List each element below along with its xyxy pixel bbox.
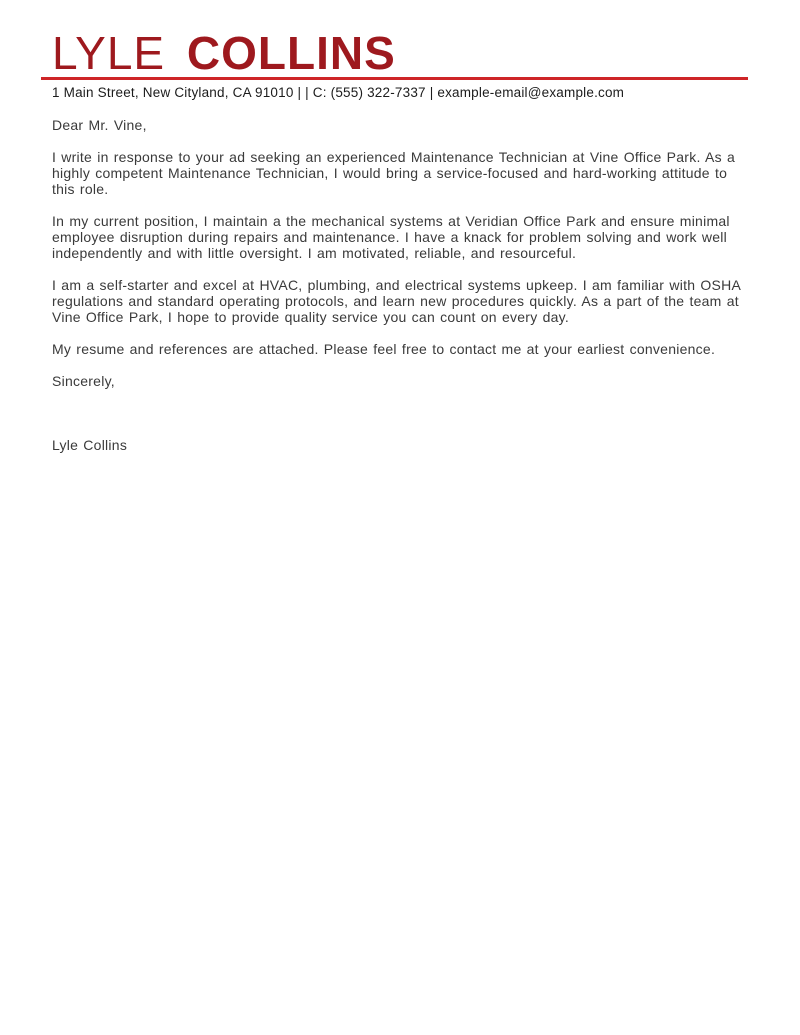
paragraph-4: My resume and references are attached. Please feel free to contact me at your earliest convenience.: [52, 341, 716, 357]
last-name: COLLINS: [186, 27, 396, 79]
paragraph-2: In my current position, I maintain a the mechanical systems at Veridian Office Park and ensure minimal employee disruption during repairs and maintenance. I have a knack for problem solving and work well independently and with little oversight. I am motivated, reliable, and resourceful.: [52, 213, 730, 261]
letterhead: [52, 27, 748, 100]
page-title: [52, 27, 748, 79]
paragraph-3: I am a self-starter and excel at HVAC, plumbing, and electrical systems upkeep. I am familiar with OSHA regulations and standard operating protocols, and learn new procedures quickly. As a part of the team at Vine Office Park, I hope to provide quality service you can count on every day.: [52, 277, 741, 325]
first-name: LYLE: [52, 27, 166, 79]
contact-line: 1 Main Street, New Cityland, CA 91010 | | C: (555) 322-7337 | example-email@example.com: [52, 85, 625, 100]
letter-body: [52, 117, 752, 453]
paragraph-1: I write in response to your ad seeking an experienced Maintenance Technician at Vine Office Park. As a highly competent Maintenance Technician, I would bring a service-focused and hard-working attitude to this role.: [52, 149, 735, 197]
signature: Lyle Collins: [52, 437, 128, 453]
closing: Sincerely,: [52, 373, 115, 389]
salutation: Dear Mr. Vine,: [52, 117, 147, 133]
